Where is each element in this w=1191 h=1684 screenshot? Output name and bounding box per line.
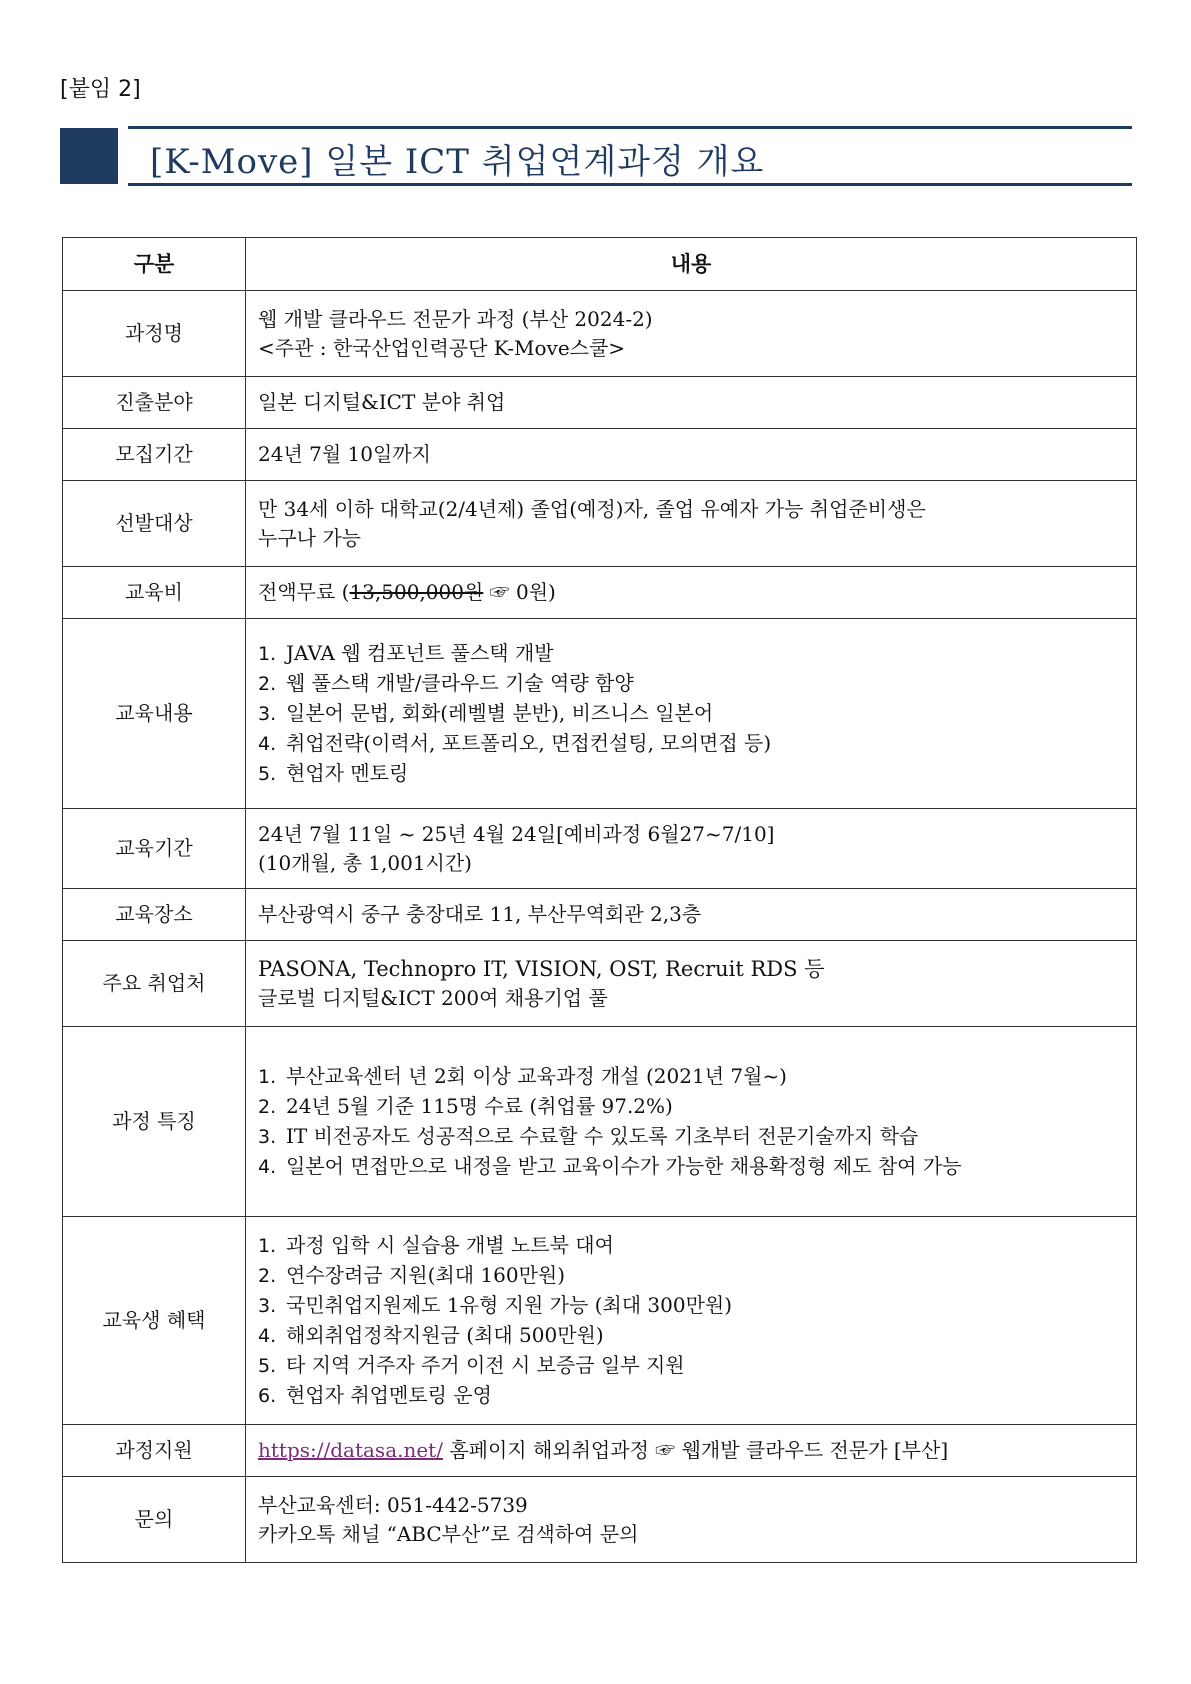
row-key: 모집기간 bbox=[63, 429, 246, 481]
tuition-original-price: 13,500,000원 bbox=[349, 580, 484, 604]
list-item: 4. 일본어 면접만으로 내정을 받고 교육이수가 가능한 채용확정형 제도 참여 가능 bbox=[258, 1153, 962, 1178]
course-organizer-line: <주관 : 한국산업인력공단 K-Move스쿨> bbox=[258, 335, 626, 360]
row-key: 과정지원 bbox=[63, 1425, 246, 1477]
row-value: 부산광역시 중구 충장대로 11, 부산무역회관 2,3층 bbox=[246, 889, 1137, 941]
row-key: 과정 특징 bbox=[63, 1027, 246, 1217]
course-name-line: 웹 개발 클라우드 전문가 과정 (부산 2024-2) bbox=[258, 306, 653, 331]
tuition-prefix: 전액무료 ( bbox=[258, 580, 350, 604]
target-line: 누구나 가능 bbox=[258, 525, 361, 550]
row-value bbox=[246, 567, 1137, 619]
header-key: 구분 bbox=[63, 238, 246, 291]
row-key: 선발대상 bbox=[63, 481, 246, 567]
edu-period-detail: (10개월, 총 1,001시간) bbox=[258, 850, 472, 875]
row-key: 교육비 bbox=[63, 567, 246, 619]
row-value bbox=[246, 1027, 1137, 1217]
list-item: 3. 국민취업지원제도 1유형 지원 가능 (최대 300만원) bbox=[258, 1292, 733, 1317]
apply-website-link[interactable]: https://datasa.net/ bbox=[258, 1438, 443, 1462]
page-title: [K-Move] 일본 ICT 취업연계과정 개요 bbox=[150, 142, 765, 182]
list-item: 2. 24년 5월 기준 115명 수료 (취업률 97.2%) bbox=[258, 1093, 673, 1118]
contact-kakao-line: 카카오톡 채널 “ABC부산”로 검색하여 문의 bbox=[258, 1521, 639, 1546]
row-target bbox=[63, 481, 1137, 567]
row-key: 과정명 bbox=[63, 291, 246, 377]
list-item: 5. 타 지역 거주자 주거 이전 시 보증금 일부 지원 bbox=[258, 1352, 685, 1377]
title-block bbox=[60, 126, 1132, 186]
contact-phone-line: 부산교육센터: 051-442-5739 bbox=[258, 1492, 528, 1517]
attachment-label: [붙임 2] bbox=[60, 77, 141, 102]
row-value bbox=[246, 481, 1137, 567]
list-item: 3. 일본어 문법, 회화(레벨별 분반), 비즈니스 일본어 bbox=[258, 700, 714, 725]
list-item: 4. 취업전략(이력서, 포트폴리오, 면접컨설팅, 모의면접 등) bbox=[258, 730, 772, 755]
curriculum-list bbox=[258, 639, 1124, 789]
benefits-list bbox=[258, 1231, 1124, 1411]
pointing-hand-icon: ☞ bbox=[483, 580, 517, 604]
row-value bbox=[246, 1477, 1137, 1563]
features-list bbox=[258, 1062, 1124, 1182]
list-item: 1. 과정 입학 시 실습용 개별 노트북 대여 bbox=[258, 1232, 614, 1257]
list-item: 4. 해외취업정착지원금 (최대 500만원) bbox=[258, 1322, 604, 1347]
list-item: 5. 현업자 멘토링 bbox=[258, 760, 409, 785]
row-location bbox=[63, 889, 1137, 941]
list-item: 3. IT 비전공자도 성공적으로 수료할 수 있도록 기초부터 전문기술까지 학습 bbox=[258, 1123, 919, 1148]
row-key: 문의 bbox=[63, 1477, 246, 1563]
list-item: 2. 연수장려금 지원(최대 160만원) bbox=[258, 1262, 566, 1287]
tuition-final-price: 0원) bbox=[516, 580, 556, 604]
table-header-row bbox=[63, 238, 1137, 291]
row-contact bbox=[63, 1477, 1137, 1563]
row-key: 진출분야 bbox=[63, 377, 246, 429]
row-value bbox=[246, 291, 1137, 377]
row-key: 교육장소 bbox=[63, 889, 246, 941]
title-rule-bottom bbox=[128, 183, 1132, 186]
row-key: 주요 취업처 bbox=[63, 941, 246, 1027]
list-item: 1. JAVA 웹 컴포넌트 풀스택 개발 bbox=[258, 640, 554, 665]
row-value bbox=[246, 941, 1137, 1027]
apply-instructions: 홈페이지 해외취업과정 ☞ 웹개발 클라우드 전문가 [부산] bbox=[442, 1438, 949, 1462]
title-accent-square bbox=[60, 128, 118, 184]
row-course-name bbox=[63, 291, 1137, 377]
row-curriculum bbox=[63, 619, 1137, 809]
row-employers bbox=[63, 941, 1137, 1027]
row-features bbox=[63, 1027, 1137, 1217]
row-field bbox=[63, 377, 1137, 429]
row-key: 교육기간 bbox=[63, 809, 246, 889]
row-recruit-period bbox=[63, 429, 1137, 481]
row-value: 일본 디지털&ICT 분야 취업 bbox=[246, 377, 1137, 429]
list-item: 1. 부산교육센터 년 2회 이상 교육과정 개설 (2021년 7월~) bbox=[258, 1063, 787, 1088]
row-edu-period bbox=[63, 809, 1137, 889]
row-apply bbox=[63, 1425, 1137, 1477]
header-value: 내용 bbox=[246, 238, 1137, 291]
edu-period-line: 24년 7월 11일 ~ 25년 4월 24일[예비과정 6월27~7/10] bbox=[258, 821, 775, 846]
list-item: 6. 현업자 취업멘토링 운영 bbox=[258, 1382, 492, 1407]
row-value bbox=[246, 619, 1137, 809]
target-line: 만 34세 이하 대학교(2/4년제) 졸업(예정)자, 졸업 유예자 가능 취업준비생은 bbox=[258, 496, 926, 521]
row-tuition bbox=[63, 567, 1137, 619]
employers-line: PASONA, Technopro IT, VISION, OST, Recruit RDS 등 bbox=[258, 956, 825, 981]
row-key: 교육생 혜택 bbox=[63, 1217, 246, 1425]
row-value bbox=[246, 1425, 1137, 1477]
row-benefits bbox=[63, 1217, 1137, 1425]
employers-pool-line: 글로벌 디지털&ICT 200여 채용기업 풀 bbox=[258, 985, 608, 1010]
row-key: 교육내용 bbox=[63, 619, 246, 809]
row-value bbox=[246, 1217, 1137, 1425]
row-value bbox=[246, 809, 1137, 889]
list-item: 2. 웹 풀스택 개발/클라우드 기술 역량 함양 bbox=[258, 670, 634, 695]
overview-table bbox=[62, 237, 1137, 1563]
row-value: 24년 7월 10일까지 bbox=[246, 429, 1137, 481]
title-rule-top bbox=[128, 126, 1132, 129]
